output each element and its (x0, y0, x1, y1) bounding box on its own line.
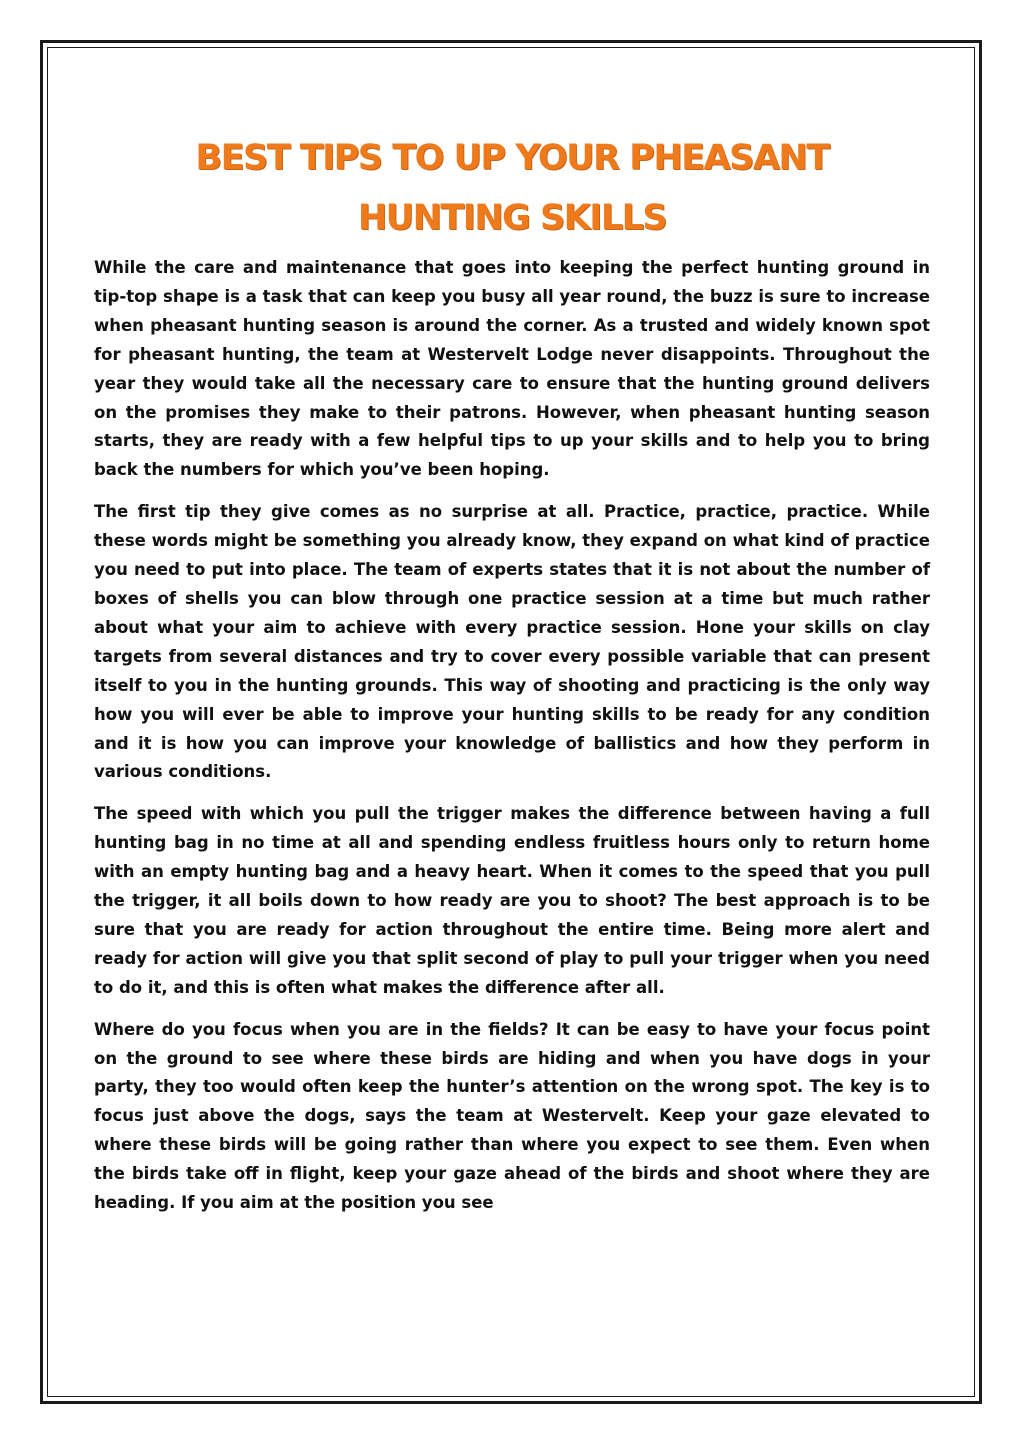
paragraph-4: Where do you focus when you are in the fields? It can be easy to have your focus point on the ground to see where these birds are hiding and when you have dogs in your party, they too would often keep the hunter’s attention on the wrong spot. The key is to focus just above the dogs, says the team at Westervelt. Keep your gaze elevated to where these birds will be going rather than where you expect to see them. Even when the birds take off in flight, keep your gaze ahead of the birds and shoot where they are heading. If you aim at the position you see (94, 1019, 930, 1213)
paragraph-3: The speed with which you pull the trigger makes the difference between having a full hunting bag in no time at all and spending endless fruitless hours only to return home with an empty hunting bag and a heavy heart. When it comes to the speed that you pull the trigger, it all boils down to how ready are you to shoot? The best approach is to be sure that you are ready for action throughout the entire time. Being more alert and ready for action will give you that split second of play to pull your trigger when you need to do it, and this is often what makes the difference after all. (94, 804, 930, 997)
document-body (94, 254, 930, 1231)
paragraph-2: The first tip they give comes as no surprise at all. Practice, practice, practice. While these words might be something you already know, they expand on what kind of practice you need to put into place. The team of experts states that it is not about the number of boxes of shells you can blow through one practice session at a time but much rather about what your aim to achieve with every practice session. Hone your skills on clay targets from several distances and try to cover every possible variable that can present itself to you in the hunting grounds. This way of shooting and practicing is the only way how you will ever be able to improve your hunting skills to be ready for any condition and it is how you can improve your knowledge of ballistics and how they perform in various conditions. (94, 502, 930, 782)
document-title-line-2: HUNTING SKILLS (357, 198, 667, 238)
document-title-line-1: BEST TIPS TO UP YOUR PHEASANT (195, 138, 829, 178)
paragraph-1: While the care and maintenance that goes into keeping the perfect hunting ground in tip-top shape is a task that can keep you busy all year round, the buzz is sure to increase when pheasant hunting season is around the corner. As a trusted and widely known spot for pheasant hunting, the team at Westervelt Lodge never disappoints. Throughout the year they would take all the necessary care to ensure that the hunting ground delivers on the promises they make to their patrons. However, when pheasant hunting season starts, they are ready with a few helpful tips to up your skills and to help you to bring back the numbers for which you’ve been hoping. (94, 258, 930, 480)
document-title (92, 128, 932, 248)
